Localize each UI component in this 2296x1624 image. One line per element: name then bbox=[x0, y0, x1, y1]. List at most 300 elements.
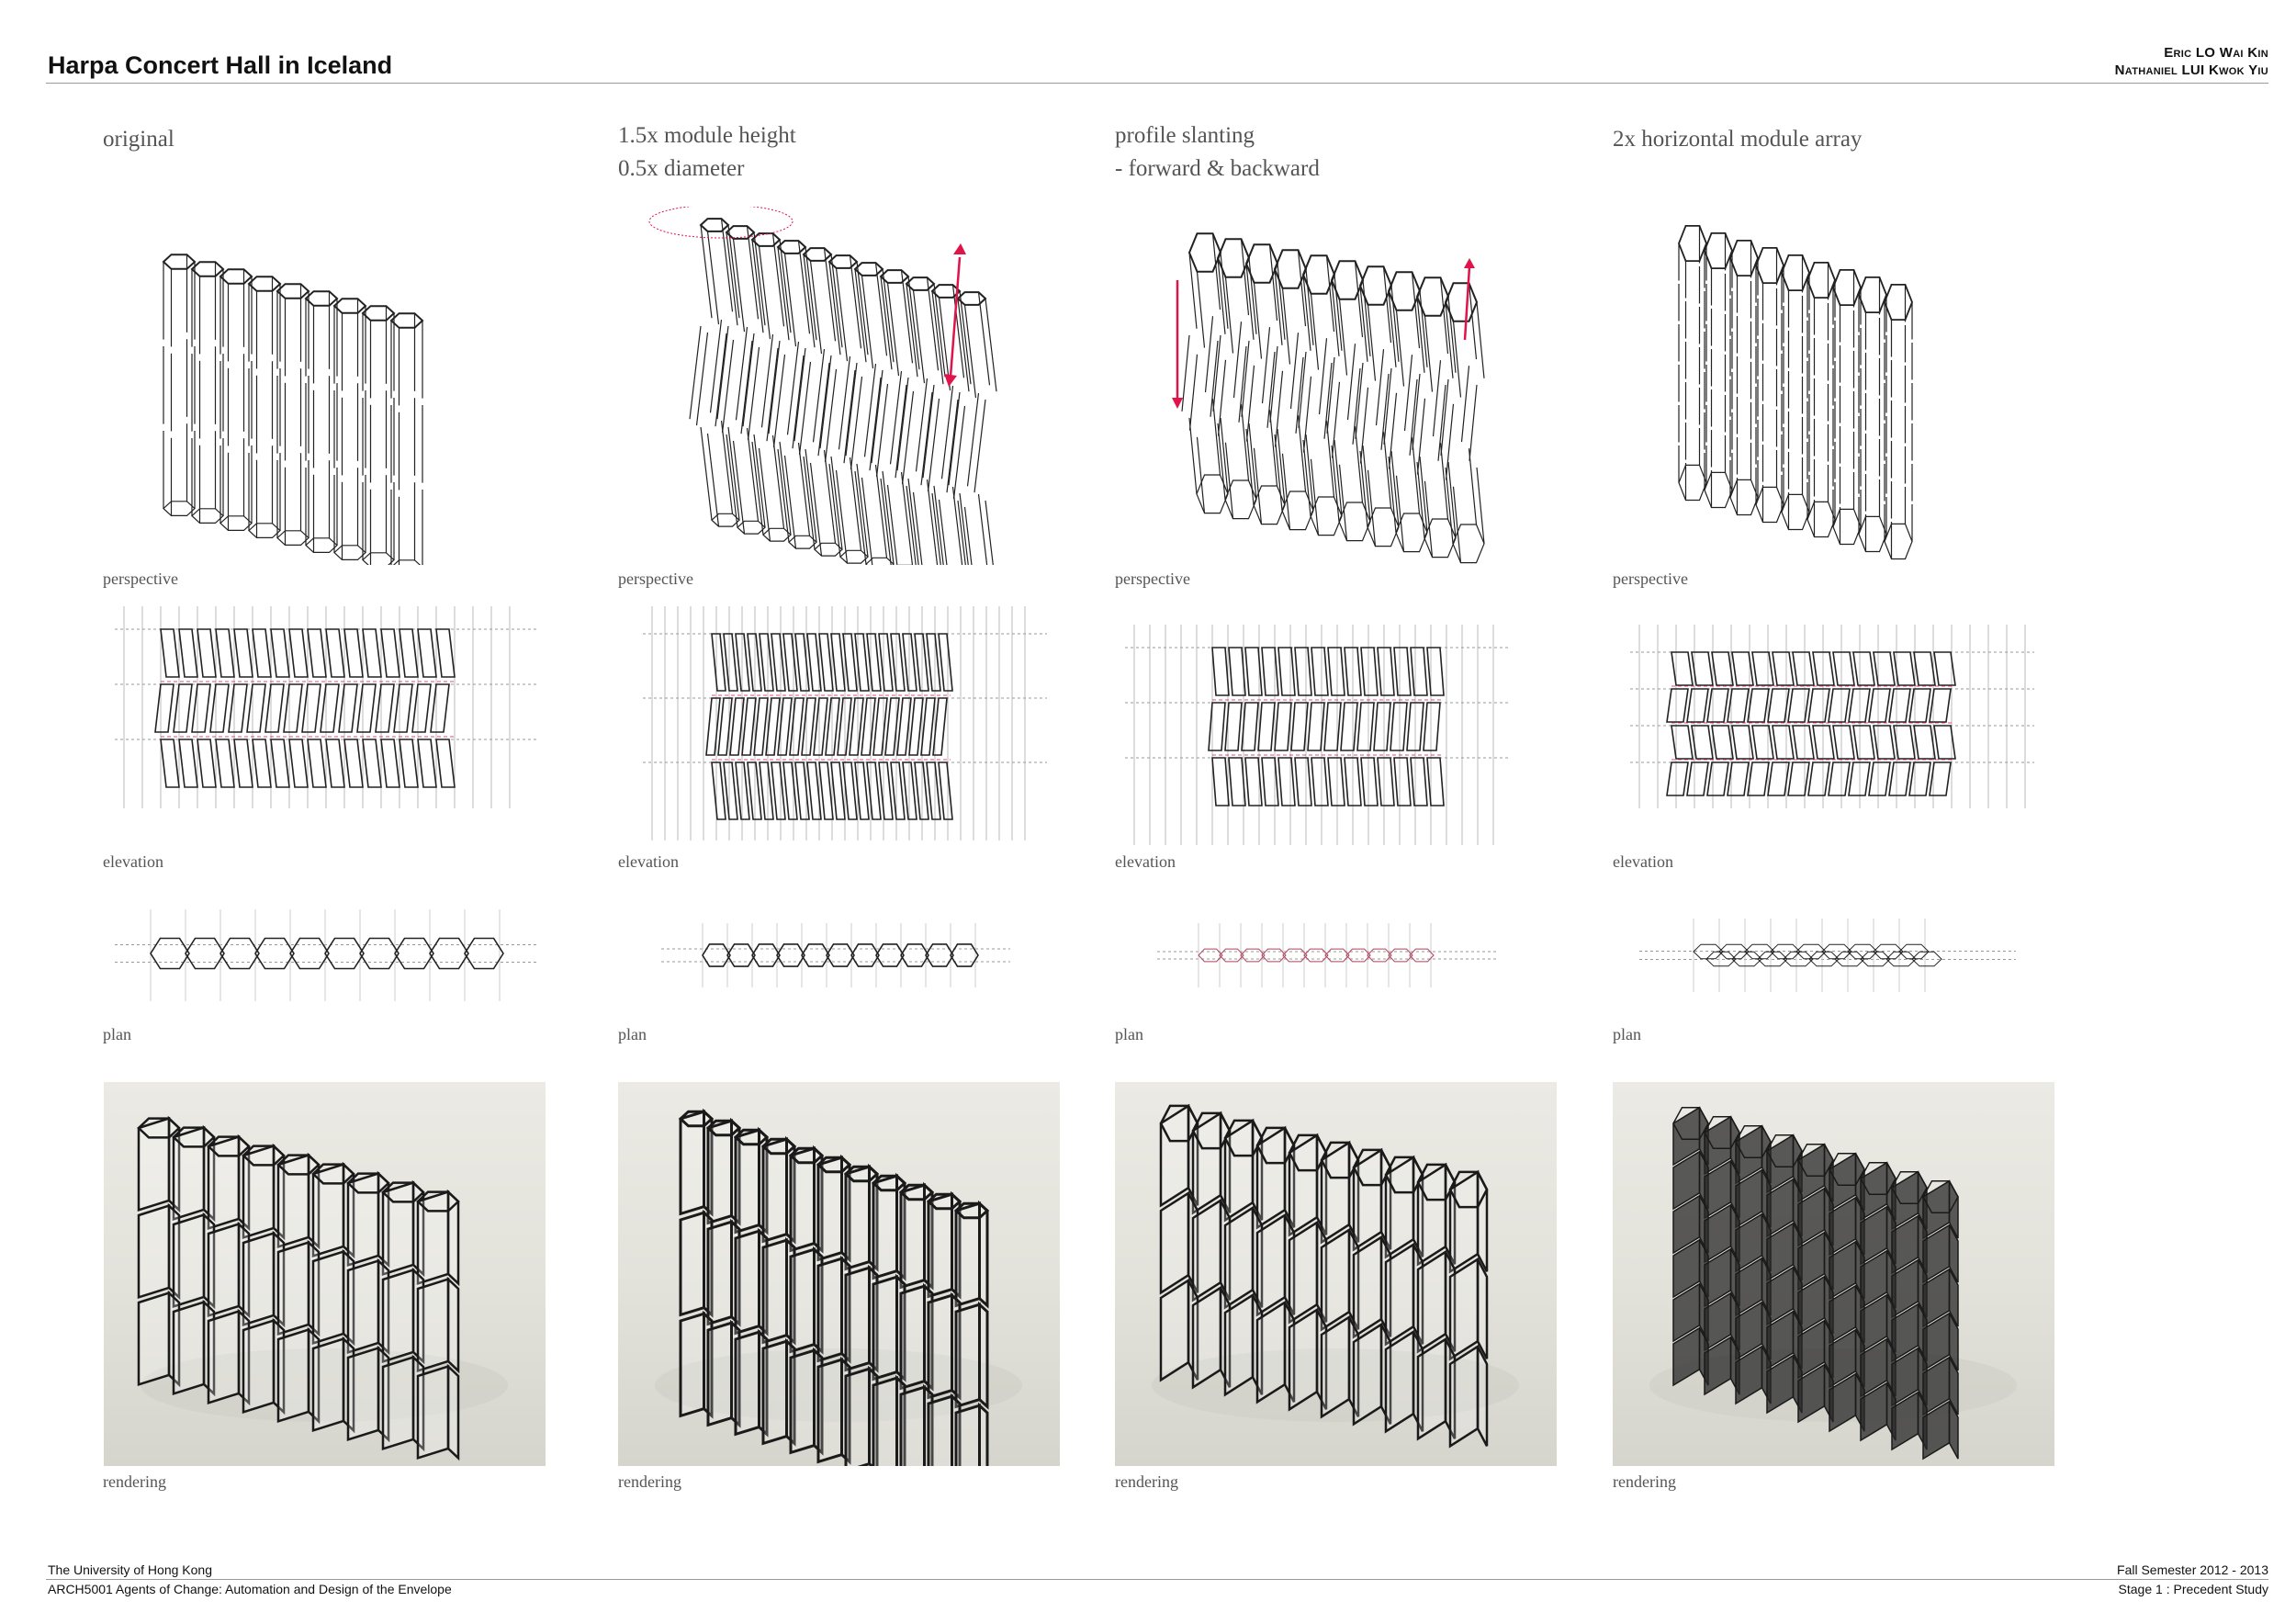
elevation-module bbox=[861, 698, 875, 755]
col2-rendering-label: rendering bbox=[618, 1472, 681, 1491]
module-top-hex bbox=[881, 270, 908, 283]
rendering-face bbox=[1289, 1135, 1317, 1235]
module-top-hex bbox=[163, 254, 195, 269]
rendering-face bbox=[1289, 1310, 1317, 1409]
elevation-module bbox=[1829, 689, 1850, 722]
height-arrow-head-up bbox=[953, 243, 966, 254]
col1-plan-label: plan bbox=[103, 1025, 131, 1043]
col4-plan-diagram bbox=[1639, 919, 2016, 992]
rendering-face bbox=[818, 1258, 842, 1360]
module-edge bbox=[1477, 468, 1484, 544]
rendering-face bbox=[901, 1286, 925, 1388]
elevation-module bbox=[1262, 648, 1278, 695]
elevation-module bbox=[1808, 689, 1829, 722]
module-edge bbox=[1469, 385, 1477, 461]
elevation-module bbox=[179, 739, 197, 787]
module-bottom-hex bbox=[840, 550, 868, 563]
prism-array bbox=[1182, 233, 1484, 562]
elevation-module bbox=[921, 698, 935, 755]
elevation-module bbox=[155, 684, 174, 732]
plan-hexagon bbox=[926, 944, 953, 966]
col4-elevation-label: elevation bbox=[1613, 852, 1673, 871]
module-edge bbox=[1276, 371, 1283, 447]
module-bottom-hex bbox=[163, 502, 195, 516]
module-bottom-hex bbox=[192, 509, 223, 524]
col4-perspective-label: perspective bbox=[1613, 570, 1688, 588]
elevation-module bbox=[197, 629, 216, 677]
elevation-module bbox=[1687, 762, 1708, 795]
elevation-module bbox=[247, 684, 265, 732]
elevation-module bbox=[724, 634, 737, 691]
rendering-face bbox=[929, 1295, 952, 1397]
elevation-module bbox=[885, 698, 899, 755]
rendering-face bbox=[243, 1234, 274, 1325]
col2-plan-label: plan bbox=[618, 1025, 647, 1043]
elevation-module bbox=[706, 698, 720, 755]
module-bottom-hex bbox=[866, 558, 894, 565]
module-bottom-hex bbox=[1730, 479, 1758, 514]
module-bottom-hex bbox=[789, 536, 816, 548]
elevation-module bbox=[712, 762, 726, 819]
plan-hexagon bbox=[395, 939, 433, 969]
plan-hexagon bbox=[827, 944, 854, 966]
col1-rendering-image bbox=[104, 1082, 546, 1466]
rendering-face bbox=[1257, 1128, 1285, 1227]
elevation-module bbox=[1229, 648, 1245, 695]
elevation-module bbox=[357, 684, 376, 732]
rendering-face bbox=[1322, 1317, 1349, 1416]
rendering-face bbox=[846, 1268, 870, 1370]
elevation-module bbox=[271, 629, 289, 677]
elevation-module bbox=[1889, 762, 1910, 795]
elevation-module bbox=[1328, 758, 1345, 806]
module-bottom-hex bbox=[306, 538, 337, 553]
rendering-face bbox=[448, 1280, 458, 1371]
plan-hexagon bbox=[876, 944, 904, 966]
plan-hexagon bbox=[255, 939, 294, 969]
height-arrow-head-down bbox=[944, 374, 957, 387]
elevation-module bbox=[289, 629, 308, 677]
elevation-module bbox=[253, 629, 271, 677]
elevation-module bbox=[1687, 689, 1708, 722]
elevation-module bbox=[1930, 762, 1951, 795]
col3-heading bbox=[1115, 119, 1320, 186]
module-top-hex bbox=[1885, 285, 1912, 320]
plan-hexagon bbox=[802, 944, 829, 966]
col3-plan-diagram bbox=[1157, 923, 1497, 987]
elevation-module bbox=[381, 629, 400, 677]
module-top-hex bbox=[932, 285, 960, 298]
elevation-module bbox=[1829, 762, 1850, 795]
elevation-module bbox=[742, 698, 756, 755]
rendering-face bbox=[348, 1261, 378, 1353]
rendering-face bbox=[1386, 1157, 1413, 1257]
rendering-face bbox=[278, 1330, 309, 1422]
elevation-module bbox=[216, 739, 234, 787]
col1-elevation-diagram bbox=[115, 606, 537, 818]
elevation-module bbox=[1889, 689, 1910, 722]
elevation-module bbox=[1934, 726, 1955, 759]
elevation-module bbox=[1262, 758, 1278, 806]
footer-rule bbox=[46, 1579, 2268, 1580]
module-edge bbox=[965, 507, 976, 565]
plan-hexagon bbox=[777, 944, 805, 966]
elevation-module bbox=[1394, 758, 1411, 806]
footer-stage: Stage 1 : Precedent Study bbox=[2118, 1582, 2268, 1596]
col2-elevation-label: elevation bbox=[618, 852, 679, 871]
elevation-module bbox=[1361, 758, 1378, 806]
elevation-module bbox=[873, 698, 887, 755]
rendering-face bbox=[681, 1212, 704, 1314]
col4-rendering-label: rendering bbox=[1613, 1472, 1676, 1491]
rendering-face bbox=[1450, 1347, 1478, 1446]
module-bottom-hex bbox=[1807, 502, 1835, 536]
plan-hexagon bbox=[220, 939, 259, 969]
module-edge bbox=[953, 487, 964, 565]
elevation-module bbox=[308, 629, 326, 677]
elevation-module bbox=[1311, 648, 1328, 695]
rendering-face bbox=[873, 1378, 897, 1466]
slant-arrow-up-head bbox=[1464, 258, 1475, 268]
elevation-module bbox=[1712, 652, 1733, 685]
elevation-module bbox=[161, 629, 179, 677]
col2-heading bbox=[618, 119, 796, 186]
rendering-face bbox=[1161, 1280, 1188, 1380]
elevation-module bbox=[418, 739, 436, 787]
elevation-module bbox=[795, 762, 809, 819]
elevation-module bbox=[284, 684, 302, 732]
rendering-face bbox=[1193, 1288, 1221, 1387]
module-edge bbox=[1189, 418, 1197, 494]
elevation-module bbox=[1411, 648, 1427, 695]
col2-perspective-label: perspective bbox=[618, 570, 693, 588]
elevation-module bbox=[1707, 689, 1728, 722]
module-bottom-hex bbox=[1679, 465, 1706, 500]
plan-hexagon bbox=[186, 939, 224, 969]
elevation-module bbox=[1869, 689, 1890, 722]
module-edge bbox=[1377, 349, 1384, 425]
elevation-module bbox=[760, 634, 773, 691]
elevation-module bbox=[253, 739, 271, 787]
module-edge bbox=[1234, 321, 1242, 398]
elevation-module bbox=[1667, 762, 1688, 795]
col4-heading-line1: 2x horizontal module array bbox=[1613, 127, 1863, 152]
col2-rendering-image bbox=[618, 1082, 1060, 1466]
elevation-module bbox=[1295, 758, 1311, 806]
elevation-module bbox=[795, 634, 809, 691]
elevation-module bbox=[819, 634, 833, 691]
elevation-module bbox=[1390, 703, 1407, 750]
rendering-face bbox=[243, 1321, 274, 1413]
elevation-module bbox=[712, 634, 726, 691]
elevation-module bbox=[1752, 726, 1773, 759]
elevation-module bbox=[783, 634, 797, 691]
plan-hexagon bbox=[851, 944, 879, 966]
elevation-module bbox=[344, 629, 363, 677]
elevation-module bbox=[1793, 652, 1814, 685]
module-edge bbox=[1198, 437, 1205, 513]
module-top-hex bbox=[726, 226, 754, 239]
elevation-module bbox=[1291, 703, 1308, 750]
rendering-face bbox=[418, 1280, 448, 1371]
elevation-module bbox=[344, 739, 363, 787]
slant-arrow-up bbox=[1465, 266, 1469, 340]
module-bottom-hex bbox=[1782, 494, 1809, 529]
module-top-hex bbox=[958, 292, 985, 305]
rendering-face bbox=[313, 1339, 343, 1431]
elevation-lines bbox=[1630, 625, 2034, 808]
elevation-module bbox=[814, 698, 827, 755]
elevation-module bbox=[867, 762, 881, 819]
module-edge bbox=[940, 500, 951, 565]
rendering-face bbox=[1225, 1121, 1253, 1220]
elevation-module bbox=[1930, 689, 1951, 722]
elevation-module bbox=[363, 739, 381, 787]
elevation-module bbox=[927, 634, 940, 691]
rendering-face bbox=[208, 1312, 239, 1404]
elevation-module bbox=[855, 762, 869, 819]
rendering-face bbox=[1225, 1295, 1253, 1394]
elevation-module bbox=[1357, 703, 1374, 750]
module-bottom-hex bbox=[763, 528, 791, 541]
elevation-module bbox=[381, 739, 400, 787]
module-top-hex bbox=[1679, 226, 1706, 261]
module-edge bbox=[1469, 283, 1477, 359]
module-edge bbox=[1477, 302, 1484, 378]
col4-rendering-image bbox=[1613, 1082, 2054, 1466]
module-bottom-hex bbox=[391, 560, 422, 565]
elevation-module bbox=[1712, 726, 1733, 759]
elevation-module bbox=[802, 698, 816, 755]
footer-right bbox=[2117, 1562, 2268, 1597]
module-top-hex bbox=[220, 269, 252, 284]
elevation-module bbox=[302, 684, 321, 732]
col4-heading bbox=[1613, 123, 1862, 156]
rendering-face bbox=[1386, 1332, 1413, 1431]
module-top-hex bbox=[1833, 270, 1861, 305]
rendering-face bbox=[418, 1367, 448, 1459]
elevation-module bbox=[1788, 762, 1809, 795]
elevation-module bbox=[760, 762, 773, 819]
rendering-face bbox=[1193, 1113, 1221, 1212]
rendering-face bbox=[278, 1243, 309, 1335]
module-bottom-hex bbox=[712, 513, 739, 526]
rendering-face bbox=[929, 1396, 952, 1466]
elevation-module bbox=[431, 684, 449, 732]
plan-hexagon bbox=[1304, 949, 1328, 962]
plan-hexagon bbox=[1220, 949, 1244, 962]
elevation-module bbox=[1212, 648, 1229, 695]
module-edge bbox=[708, 434, 719, 526]
col1-perspective-label: perspective bbox=[103, 570, 178, 588]
module-top-hex bbox=[778, 241, 805, 254]
rendering-face bbox=[763, 1341, 787, 1443]
module-top-hex bbox=[1756, 248, 1784, 283]
plan-hexagon bbox=[703, 944, 730, 966]
elevation-lines bbox=[643, 606, 1047, 840]
footer-semester: Fall Semester 2012 - 2013 bbox=[2117, 1562, 2268, 1577]
elevation-module bbox=[394, 684, 412, 732]
elevation-module bbox=[1242, 703, 1258, 750]
col3-elevation-label: elevation bbox=[1115, 852, 1176, 871]
plan-lines bbox=[1157, 923, 1497, 987]
elevation-module bbox=[771, 634, 785, 691]
module-edge bbox=[985, 501, 996, 565]
elevation-module bbox=[1411, 758, 1427, 806]
module-top-hex bbox=[855, 263, 883, 276]
module-top-hex bbox=[306, 291, 337, 306]
module-top-hex bbox=[277, 284, 309, 299]
footer-course: ARCH5001 Agents of Change: Automation and Design of the Envelope bbox=[48, 1582, 452, 1596]
col3-plan-label: plan bbox=[1115, 1025, 1143, 1043]
module-edge bbox=[932, 493, 943, 565]
rendering-face bbox=[1257, 1303, 1285, 1402]
plan-hexagon bbox=[465, 939, 503, 969]
elevation-module bbox=[1278, 648, 1295, 695]
module-top-hex bbox=[906, 277, 934, 290]
elevation-module bbox=[1853, 726, 1874, 759]
elevation-module bbox=[192, 684, 210, 732]
elevation-lines bbox=[115, 606, 537, 808]
rendering-face bbox=[1322, 1143, 1349, 1242]
rendering-face bbox=[736, 1332, 760, 1434]
elevation-module bbox=[1341, 703, 1357, 750]
module-edge bbox=[1405, 355, 1412, 431]
rendering-face bbox=[1289, 1223, 1317, 1322]
module-top-hex bbox=[334, 299, 366, 313]
rendering-face bbox=[956, 1304, 980, 1406]
rendering-face bbox=[846, 1369, 870, 1466]
module-edge bbox=[701, 225, 712, 318]
module-edge bbox=[1434, 360, 1441, 436]
elevation-module bbox=[1427, 758, 1444, 806]
rendering-face bbox=[383, 1358, 413, 1449]
rendering-face bbox=[1354, 1150, 1381, 1249]
elevation-module bbox=[879, 634, 893, 691]
elevation-module bbox=[927, 762, 940, 819]
module-edge bbox=[701, 427, 712, 520]
module-top-hex bbox=[804, 248, 831, 261]
rendering-prisms bbox=[681, 1111, 987, 1466]
module-bottom-hex bbox=[737, 521, 765, 534]
rendering-face bbox=[348, 1348, 378, 1440]
col1-plan-diagram bbox=[115, 909, 537, 1001]
rendering-face bbox=[708, 1323, 732, 1425]
elevation-module bbox=[1728, 689, 1749, 722]
rendering-face bbox=[448, 1367, 458, 1459]
plan-hexagon bbox=[951, 944, 978, 966]
rendering-face bbox=[1478, 1347, 1487, 1446]
elevation-module bbox=[1748, 689, 1769, 722]
col3-perspective-label: perspective bbox=[1115, 570, 1190, 588]
elevation-module bbox=[1748, 762, 1769, 795]
module-edge bbox=[1418, 399, 1425, 475]
elevation-module bbox=[1874, 726, 1895, 759]
elevation-module bbox=[778, 698, 792, 755]
rendering-face bbox=[1418, 1252, 1446, 1351]
elevation-module bbox=[1378, 758, 1394, 806]
elevation-module bbox=[229, 684, 247, 732]
rendering-face bbox=[1450, 1172, 1478, 1271]
elevation-module bbox=[754, 698, 768, 755]
module-bottom-hex bbox=[1885, 524, 1912, 558]
rendering-face bbox=[174, 1303, 204, 1394]
module-bottom-hex bbox=[1756, 487, 1784, 522]
module-bottom-hex bbox=[249, 524, 280, 538]
elevation-module bbox=[271, 739, 289, 787]
module-top-hex bbox=[1705, 233, 1732, 268]
elevation-module bbox=[1728, 762, 1749, 795]
rendering-face bbox=[763, 1240, 787, 1342]
elevation-module bbox=[1374, 703, 1390, 750]
elevation-module bbox=[436, 739, 455, 787]
rendering-face bbox=[1225, 1208, 1253, 1307]
elevation-module bbox=[376, 684, 394, 732]
rendering-face bbox=[681, 1314, 704, 1415]
col4-perspective-diagram bbox=[1667, 225, 1998, 565]
module-bottom-hex bbox=[334, 546, 366, 560]
elevation-module bbox=[783, 762, 797, 819]
module-edge bbox=[1469, 448, 1477, 524]
module-top-hex bbox=[192, 262, 223, 276]
elevation-module bbox=[1278, 758, 1295, 806]
elevation-module bbox=[1328, 648, 1345, 695]
author-2: Nathaniel LUI Kwok Yiu bbox=[2114, 62, 2268, 78]
module-top-hex bbox=[1807, 263, 1835, 298]
elevation-module bbox=[879, 762, 893, 819]
elevation-module bbox=[1667, 689, 1688, 722]
module-edge bbox=[1190, 355, 1198, 431]
module-edge bbox=[1206, 316, 1213, 392]
elevation-module bbox=[831, 634, 845, 691]
elevation-module bbox=[216, 629, 234, 677]
module-edge bbox=[979, 494, 990, 565]
elevation-module bbox=[321, 684, 339, 732]
module-bottom-hex bbox=[1859, 516, 1886, 551]
plan-hexagon bbox=[1283, 949, 1307, 962]
prism-array bbox=[1679, 226, 1912, 559]
elevation-module bbox=[831, 762, 845, 819]
prism-array bbox=[163, 254, 422, 565]
header-rule bbox=[46, 83, 2268, 84]
module-bottom-hex bbox=[363, 553, 394, 565]
authors bbox=[2115, 44, 2268, 79]
elevation-module bbox=[1671, 652, 1693, 685]
rendering-face bbox=[1450, 1259, 1478, 1359]
rendering-face bbox=[791, 1350, 815, 1452]
elevation-module bbox=[1773, 652, 1794, 685]
elevation-module bbox=[326, 739, 344, 787]
module-top-hex bbox=[249, 276, 280, 291]
elevation-module bbox=[265, 684, 284, 732]
elevation-module bbox=[1229, 758, 1245, 806]
rendering-face bbox=[383, 1270, 413, 1362]
elevation-module bbox=[1324, 703, 1341, 750]
rendering-face bbox=[1257, 1215, 1285, 1314]
elevation-module bbox=[1909, 689, 1930, 722]
footer-university: The University of Hong Kong bbox=[48, 1562, 212, 1577]
rendering-face bbox=[901, 1387, 925, 1466]
rendering-face bbox=[208, 1224, 239, 1316]
col1-elevation-label: elevation bbox=[103, 852, 163, 871]
plan-hexagon bbox=[1389, 949, 1412, 962]
module-top-hex bbox=[1782, 255, 1809, 290]
module-edge bbox=[708, 231, 719, 324]
plan-hexagon bbox=[1410, 949, 1434, 962]
elevation-module bbox=[1914, 726, 1935, 759]
rendering-face bbox=[1418, 1339, 1446, 1438]
rendering-face bbox=[791, 1249, 815, 1351]
